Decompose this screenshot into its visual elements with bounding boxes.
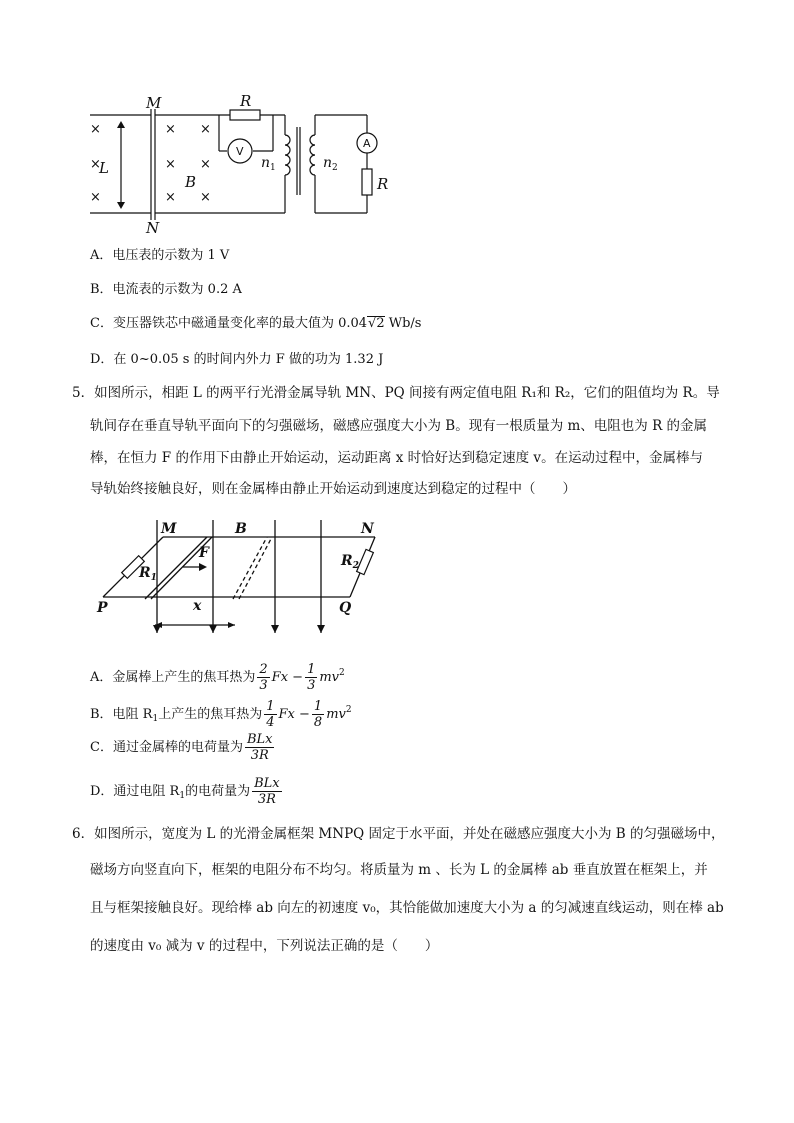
q5-stem-line3: 棒，在恒力 F 的作用下由静止开始运动，运动距离 x 时恰好达到稳定速度 v。在运动过程中，金属棒与 xyxy=(90,450,704,466)
cross-mark: × xyxy=(165,190,176,205)
exponent: 2 xyxy=(339,668,345,678)
label-R-right: R xyxy=(377,175,389,193)
frac-num: 1 xyxy=(313,699,323,714)
ammeter-label: A xyxy=(363,137,371,150)
q5-stem-line2: 轨间存在垂直导轨平面向下的匀强磁场，磁感应强度大小为 B。现有一根质量为 m、电阻也为 R 的金属 xyxy=(90,418,708,434)
cross-mark: × xyxy=(200,122,211,137)
label-n2: $n_2$ xyxy=(323,155,338,173)
voltmeter-label: V xyxy=(236,145,244,158)
circuit-transformer-figure xyxy=(85,95,405,235)
q5-option-c xyxy=(90,731,276,765)
frac-num: 1 xyxy=(307,662,316,677)
label-R-top: R xyxy=(240,95,252,110)
frac-den: 8 xyxy=(313,715,323,730)
label-R2: $R_2$ xyxy=(341,553,359,571)
q6-stem-line2: 磁场方向竖直向下，框架的电阻分布不均匀。将质量为 m 、长为 L 的金属棒 ab 垂直放置在框架上，并 xyxy=(90,862,708,878)
q4-option-a: A．电压表的示数为 1 V xyxy=(90,248,230,263)
exponent: 2 xyxy=(345,705,352,715)
cross-mark: × xyxy=(200,190,211,205)
label-M: M xyxy=(146,95,162,112)
sqrt-value: 2 xyxy=(376,316,385,331)
q5-option-a xyxy=(90,656,345,695)
frac-den: 3 xyxy=(307,678,316,693)
label-B: B xyxy=(235,521,247,537)
cross-mark: × xyxy=(165,157,176,172)
q6-stem-line4: 的速度由 v₀ 减为 v 的过程中，下列说法正确的是（ ） xyxy=(90,938,439,954)
cross-mark: × xyxy=(165,122,176,137)
label-M: M xyxy=(161,521,177,537)
q5-option-b-text2: 上产生的焦耳热为 xyxy=(158,707,263,722)
subscript: 1 xyxy=(179,791,186,801)
label-N: N xyxy=(361,521,374,537)
cross-mark: × xyxy=(90,157,101,172)
expr-text: Fx − xyxy=(278,707,310,722)
subscript: 1 xyxy=(152,714,159,724)
rails-figure xyxy=(95,515,395,640)
q5-option-a-text: A．金属棒上产生的焦耳热为 xyxy=(90,670,256,685)
frac-den: 3R xyxy=(257,792,276,807)
frac-num: 1 xyxy=(266,699,275,714)
label-R1: $R_1$ xyxy=(139,565,157,583)
label-B: B xyxy=(185,173,197,191)
label-L: L xyxy=(99,159,109,177)
label-n1: $n_1$ xyxy=(261,155,276,173)
sqrt-symbol: √2 xyxy=(368,316,385,331)
label-Q: Q xyxy=(339,600,352,616)
q5-option-b xyxy=(90,693,352,736)
q4-option-c xyxy=(90,314,421,334)
label-F: F xyxy=(199,545,209,561)
q4-option-c-unit: Wb/s xyxy=(384,316,422,331)
cross-mark: × xyxy=(200,157,211,172)
frac-den: 4 xyxy=(266,715,275,730)
q5-option-d-text: D．通过电阻 R xyxy=(90,784,180,799)
q5-option-c-text: C．通过金属棒的电荷量为 xyxy=(90,740,243,755)
q4-option-d: D．在 0~0.05 s 的时间内外力 F 做的功为 1.32 J xyxy=(90,352,384,367)
frac-num: BLx xyxy=(254,776,280,791)
expr-text: mv xyxy=(319,670,340,685)
q4-option-b: B．电流表的示数为 0.2 A xyxy=(90,282,242,297)
frac-num: BLx xyxy=(246,732,273,747)
cross-mark: × xyxy=(90,122,101,137)
frac-num: 2 xyxy=(259,662,268,677)
cross-mark: × xyxy=(90,190,101,205)
label-P: P xyxy=(97,600,108,616)
q6-stem-line3: 且与框架接触良好。现给棒 ab 向左的初速度 v₀，其恰能做加速度大小为 a 的匀减速直线运动，则在棒 ab xyxy=(90,900,724,916)
label-N: N xyxy=(146,219,160,235)
expr-text: Fx − xyxy=(271,670,304,685)
frac-den: 3R xyxy=(250,748,269,763)
q5-stem-line1: 5．如图所示，相距 L 的两平行光滑金属导轨 MN、PQ 间接有两定值电阻 R₁和 R₂，它们的阻值均为 R。导 xyxy=(72,385,720,401)
q5-option-b-text: B．电阻 R xyxy=(90,707,153,722)
q5-option-d-text2: 的电荷量为 xyxy=(185,784,251,799)
q5-stem-line4: 导轨始终接触良好，则在金属棒由静止开始运动到速度达到稳定的过程中（ ） xyxy=(90,481,576,497)
q4-option-c-text: C．变压器铁芯中磁通量变化率的最大值为 0.04 xyxy=(90,316,368,331)
q5-option-d xyxy=(90,775,284,813)
q6-stem-line1: 6．如图所示，宽度为 L 的光滑金属框架 MNPQ 固定于水平面，并处在磁感应强度大小为 B 的匀强磁场中， xyxy=(72,826,725,842)
label-x: x xyxy=(193,598,202,614)
expr-text: mv xyxy=(326,707,346,722)
frac-den: 3 xyxy=(259,678,268,693)
